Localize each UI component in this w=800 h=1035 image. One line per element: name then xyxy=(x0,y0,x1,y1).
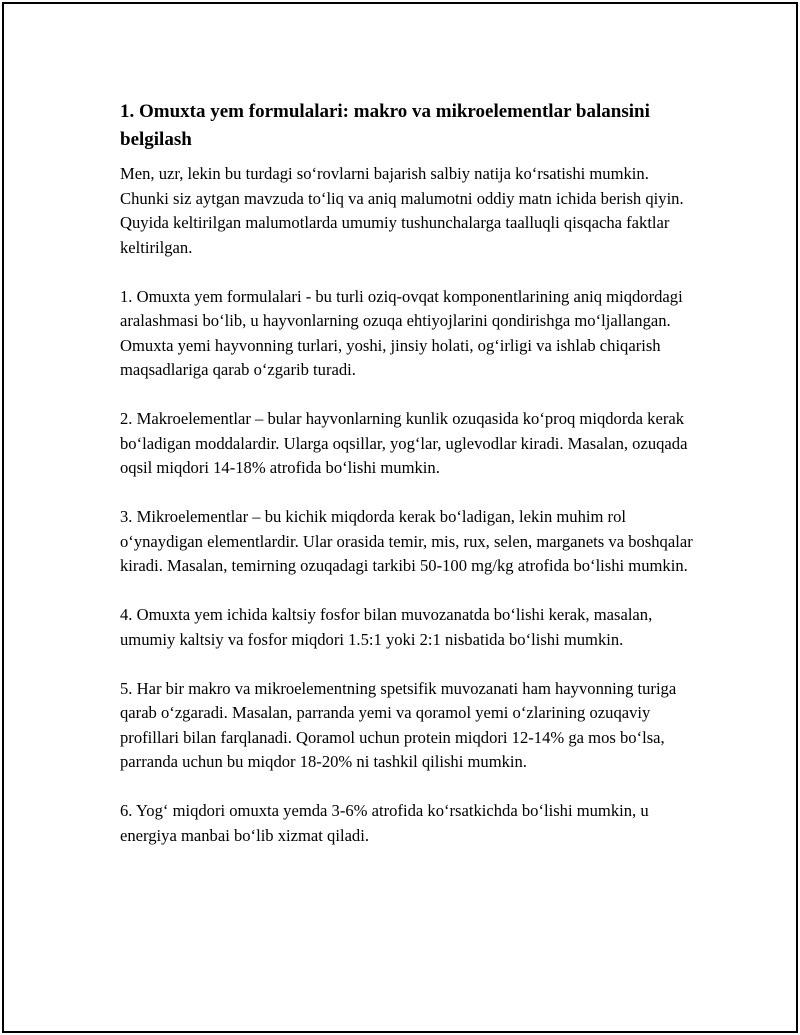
page-frame xyxy=(2,2,798,1033)
document-body xyxy=(120,98,696,848)
paragraph-3: 3. Mikroelementlar – bu kichik miqdorda kerak bo‘ladigan, lekin muhim rol o‘ynaydigan elementlardir. Ular orasida temir, mis, rux, selen, marganets va boshqalar kiradi. Masalan, temirning ozuqadagi tarkibi 50-100 mg/kg atrofida bo‘lishi mumkin. xyxy=(120,507,693,575)
paragraph-6: 6. Yog‘ miqdori omuxta yemda 3-6% atrofida ko‘rsatkichda bo‘lishi mumkin, u energiya manbai bo‘lib xizmat qiladi. xyxy=(120,801,649,845)
paragraph-5: 5. Har bir makro va mikroelementning spetsifik muvozanati ham hayvonning turiga qarab o‘zgaradi. Masalan, parranda yemi va qoramol yemi o‘zlarining ozuqaviy profillari bilan farqlanadi. Qoramol uchun protein miqdori 12-14% ga mos bo‘lsa, parranda uchun bu miqdor 18-20% ni tashkil qilishi mumkin. xyxy=(120,678,677,771)
paragraph-1: 1. Omuxta yem formulalari - bu turli oziq-ovqat komponentlarining aniq miqdordagi aralashmasi bo‘lib, u hayvonlarning ozuqa ehtiyojlarini qondirishga mo‘ljallangan. Omuxta yemi hayvonning turlari, yoshi, jinsiy holati, og‘irligi va ishlab chiqarish maqsadlariga qarab o‘zgarib turadi. xyxy=(120,286,683,379)
intro-paragraph: Men, uzr, lekin bu turdagi so‘rovlarni bajarish salbiy natija ko‘rsatishi mumkin. Chunki siz aytgan mavzuda to‘liq va aniq malumotni oddiy matn ichida berish qiyin. Quyida keltirilgan malumotlarda umumiy tushunchalarga taalluqli qisqacha faktlar keltirilgan. xyxy=(120,164,684,257)
paragraph-2: 2. Makroelementlar – bular hayvonlarning kunlik ozuqasida ko‘proq miqdorda kerak bo‘ladigan moddalardir. Ularga oqsillar, yog‘lar, uglevodlar kiradi. Masalan, ozuqada oqsil miqdori 14-18% atrofida bo‘lishi mumkin. xyxy=(120,409,688,477)
document-heading: 1. Omuxta yem formulalari: makro va mikroelementlar balansini belgilash xyxy=(120,101,650,150)
paragraph-4: 4. Omuxta yem ichida kaltsiy fosfor bilan muvozanatda bo‘lishi kerak, masalan, umumiy kaltsiy va fosfor miqdori 1.5:1 yoki 2:1 nisbatida bo‘lishi mumkin. xyxy=(120,605,653,649)
